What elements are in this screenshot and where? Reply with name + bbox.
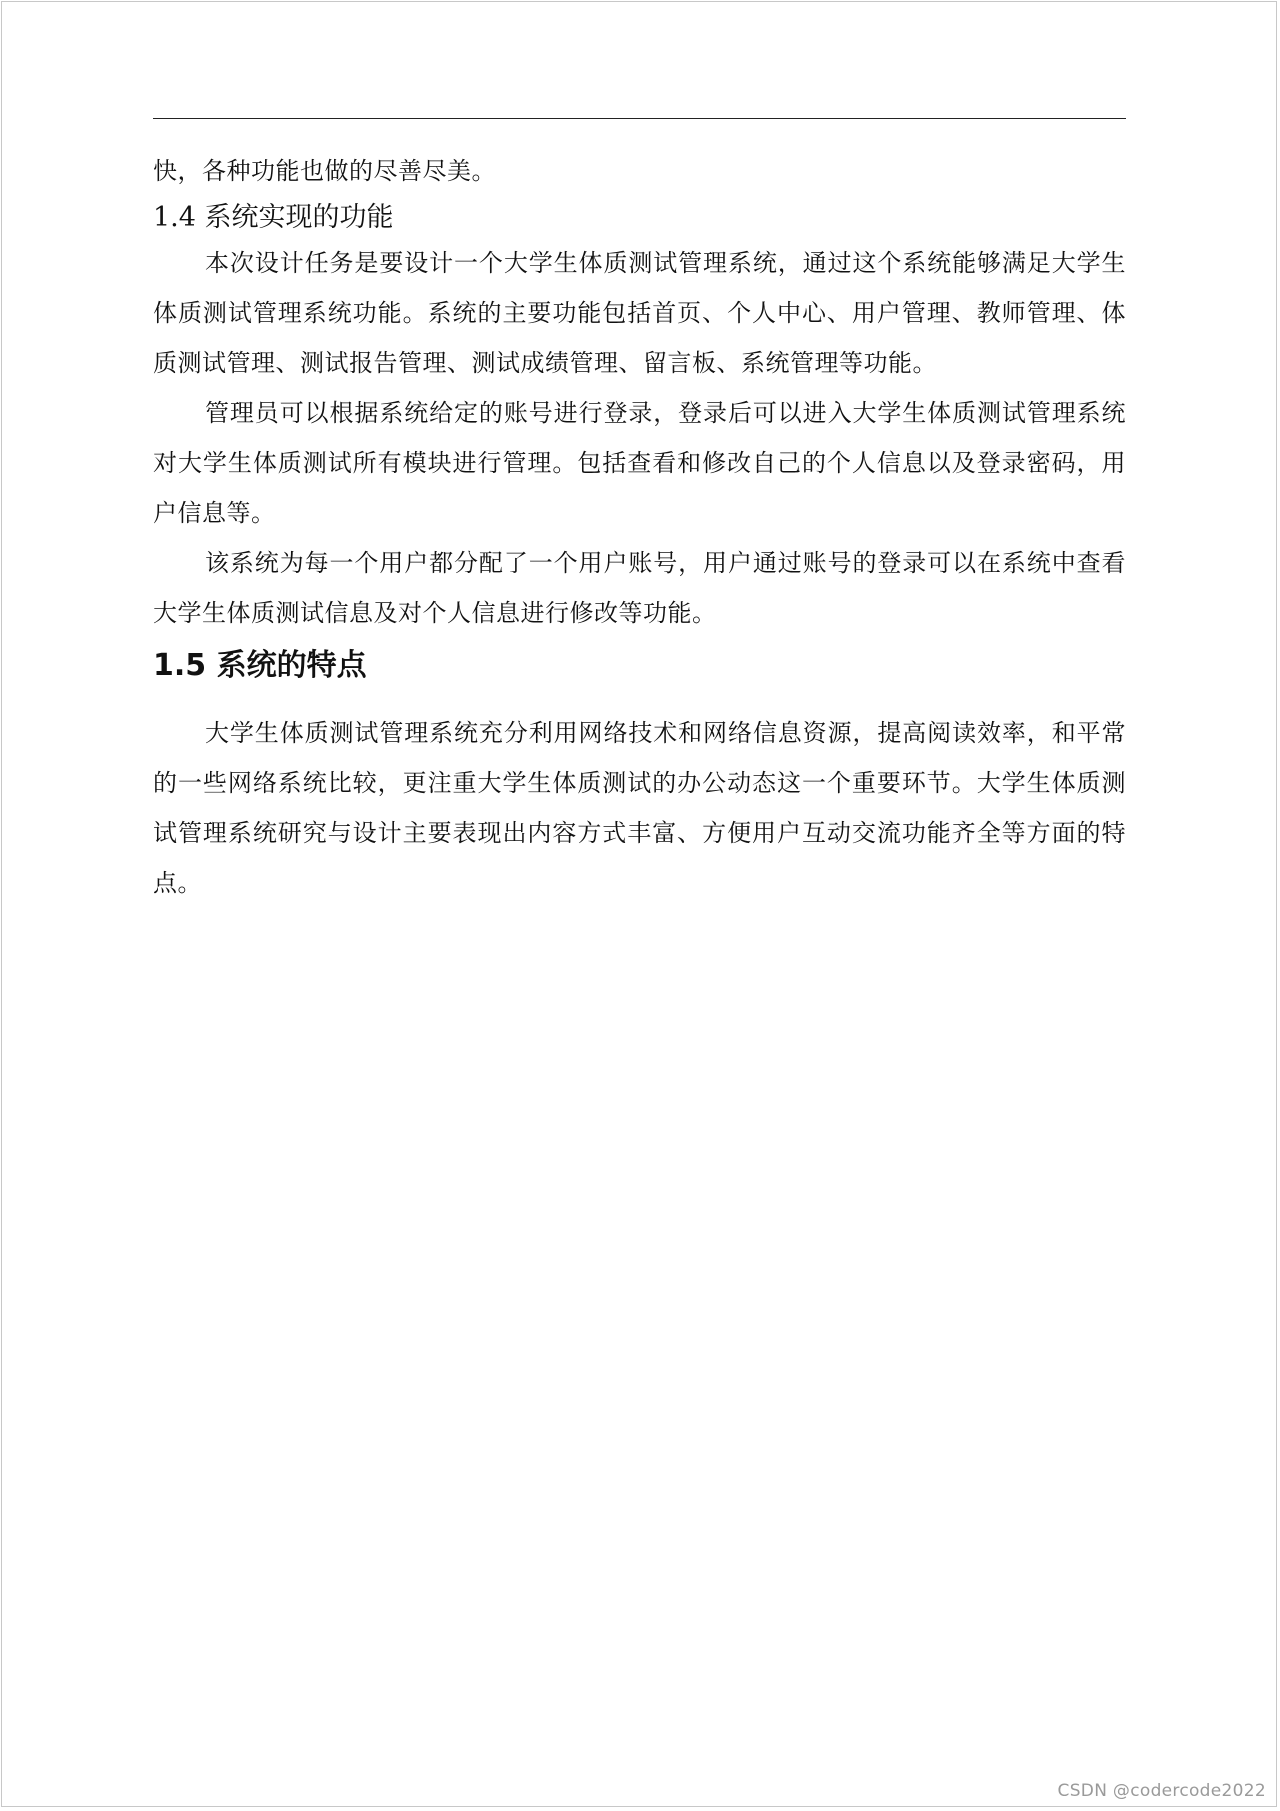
paragraph: 该系统为每一个用户都分配了一个用户账号，用户通过账号的登录可以在系统中查看大学生体质测试信息及对个人信息进行修改等功能。 [153,549,1126,627]
paragraph: 管理员可以根据系统给定的账号进行登录，登录后可以进入大学生体质测试管理系统对大学生体质测试所有模块进行管理。包括查看和修改自己的个人信息以及登录密码，用户信息等。 [153,399,1126,527]
watermark: CSDN @codercode2022 [1057,1781,1266,1801]
section-heading-1-5: 1.5 系统的特点 [153,648,367,683]
section-1-5 [153,644,1126,908]
paragraph: 大学生体质测试管理系统充分利用网络技术和网络信息资源，提高阅读效率，和平常的一些网络系统比较，更注重大学生体质测试的办公动态这一个重要环节。大学生体质测试管理系统研究与设计主要表现出内容方式丰富、方便用户互动交流功能齐全等方面的特点。 [153,719,1126,897]
header-rule [153,118,1126,119]
continuation-paragraph: 快，各种功能也做的尽善尽美。 [153,157,496,185]
section-heading-1-4: 1.4 系统实现的功能 [153,202,394,233]
paragraph: 本次设计任务是要设计一个大学生体质测试管理系统，通过这个系统能够满足大学生体质测试管理系统功能。系统的主要功能包括首页、个人中心、用户管理、教师管理、体质测试管理、测试报告管理、测试成绩管理、留言板、系统管理等功能。 [153,249,1126,377]
section-1-4 [153,198,1126,638]
document-body [153,146,1126,908]
